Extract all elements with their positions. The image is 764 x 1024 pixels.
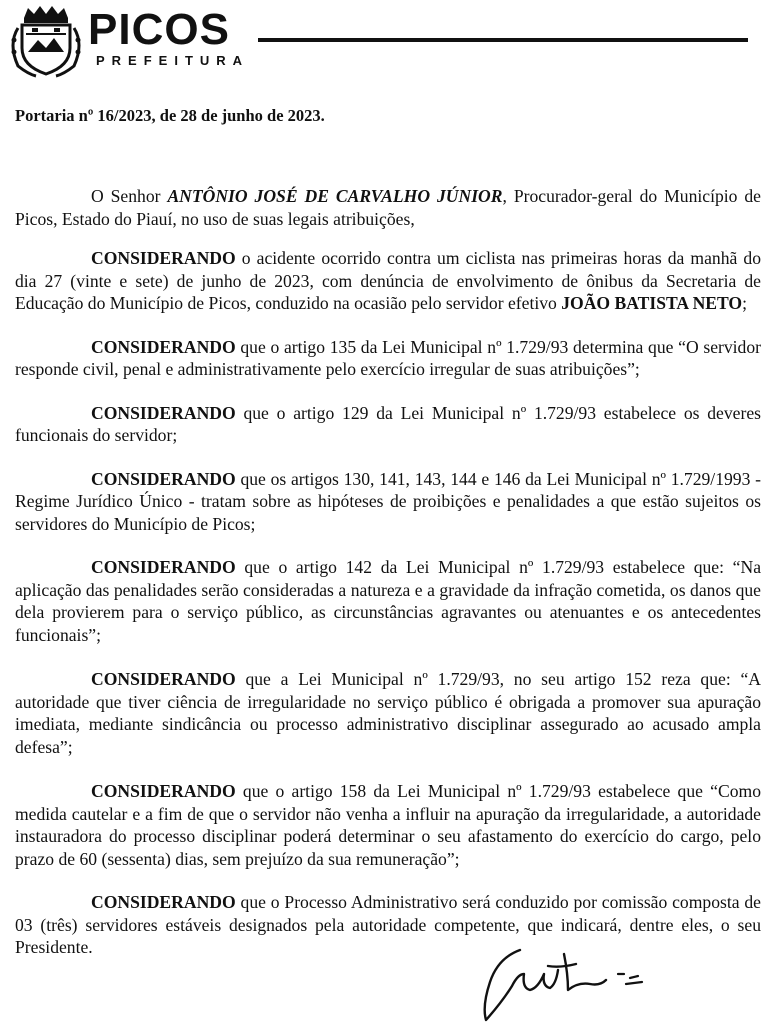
intro-paragraph (15, 185, 761, 230)
servant-name: JOÃO BATISTA NETO (561, 293, 743, 313)
paragraph-text: que o artigo 135 da Lei Municipal nº 1.729/93 determina que “O servidor responde civil, penal e administrativamente pelo exercício irregular de suas atribuições”; (15, 336, 761, 379)
paragraph-text: o acidente ocorrido contra um ciclista nas primeiras horas da manhã do dia 27 (vinte e sete) de junho de 2023, com denúncia de envolvimento de ônibus da Secretaria de Educação do Município de Picos, conduzido na ocasião pelo servidor efetivo (15, 248, 761, 313)
document-title: Portaria nº 16/2023, de 28 de junho de 2023. (15, 106, 325, 125)
considerando-paragraph-1 (15, 247, 761, 315)
intro-lead: O Senhor (91, 186, 168, 206)
letterhead (0, 0, 764, 90)
paragraph-text: que o artigo 129 da Lei Municipal nº 1.729/93 estabelece os deveres funcionais do servidor; (15, 402, 761, 445)
considerando-keyword: CONSIDERANDO (91, 781, 236, 801)
considerando-keyword: CONSIDERANDO (91, 669, 236, 689)
considerando-keyword: CONSIDERANDO (91, 892, 236, 912)
official-name: ANTÔNIO JOSÉ DE CARVALHO JÚNIOR (167, 186, 503, 206)
document-body (15, 185, 761, 959)
paragraph-end: ; (742, 293, 748, 313)
header-divider (258, 38, 748, 42)
considerando-keyword: CONSIDERANDO (91, 402, 236, 423)
considerando-keyword: CONSIDERANDO (91, 557, 236, 577)
intro-rest: , Procurador-geral do Município de Picos, Estado do Piauí, no uso de suas legais atribuições, (15, 186, 761, 229)
considerando-paragraph-5 (15, 556, 761, 646)
considerando-paragraph-7 (15, 780, 761, 870)
paragraph-text: que o artigo 142 da Lei Municipal nº 1.729/93 estabelece que: “Na aplicação das penalidades serão consideradas a natureza e a gravidade da infração cometida, os danos que dela provierem para o serviço público, as circunstâncias agravantes ou atenuantes e os antecedentes funcionais”; (15, 557, 761, 645)
considerando-keyword: CONSIDERANDO (91, 248, 236, 268)
paragraph-text: que o artigo 158 da Lei Municipal nº 1.729/93 estabelece que “Como medida cautelar e a fim de que o servidor não venha a influir na apuração da irregularidade, a autoridade instauradora do processo disciplinar poderá determinar o seu afastamento do exercício do cargo, pelo prazo de 60 (sessenta) dias, sem prejuízo da sua remuneração”; (15, 781, 761, 869)
considerando-paragraph-4 (15, 468, 761, 536)
considerando-paragraph-3 (15, 402, 761, 447)
brand-subtitle: PREFEITURA (96, 53, 250, 68)
considerando-paragraph-2 (15, 336, 761, 381)
paragraph-text: que a Lei Municipal nº 1.729/93, no seu artigo 152 reza que: “A autoridade que tiver ciência de irregularidade no serviço público é obrigada a promover sua apuração imediata, mediante sindicância ou processo administrativo disciplinar assegurado ao acusado ampla defesa”; (15, 669, 761, 757)
brand-name: PICOS (88, 5, 230, 54)
municipal-coat-of-arms-icon (6, 4, 86, 78)
considerando-keyword: CONSIDERANDO (91, 468, 236, 489)
paragraph-text: que o Processo Administrativo será conduzido por comissão composta de 03 (três) servidores estáveis designados pela autoridade competente, que indicará, dentre eles, o seu Presidente. (15, 892, 761, 957)
handwritten-signature (472, 944, 672, 1024)
considerando-keyword: CONSIDERANDO (91, 336, 236, 357)
considerando-paragraph-6 (15, 668, 761, 758)
paragraph-text: que os artigos 130, 141, 143, 144 e 146 da Lei Municipal nº 1.729/1993 - Regime Jurídico Único - tratam sobre as hipóteses de proibições e penalidades a que estão sujeitos os servidores do Município de Picos; (15, 468, 761, 534)
